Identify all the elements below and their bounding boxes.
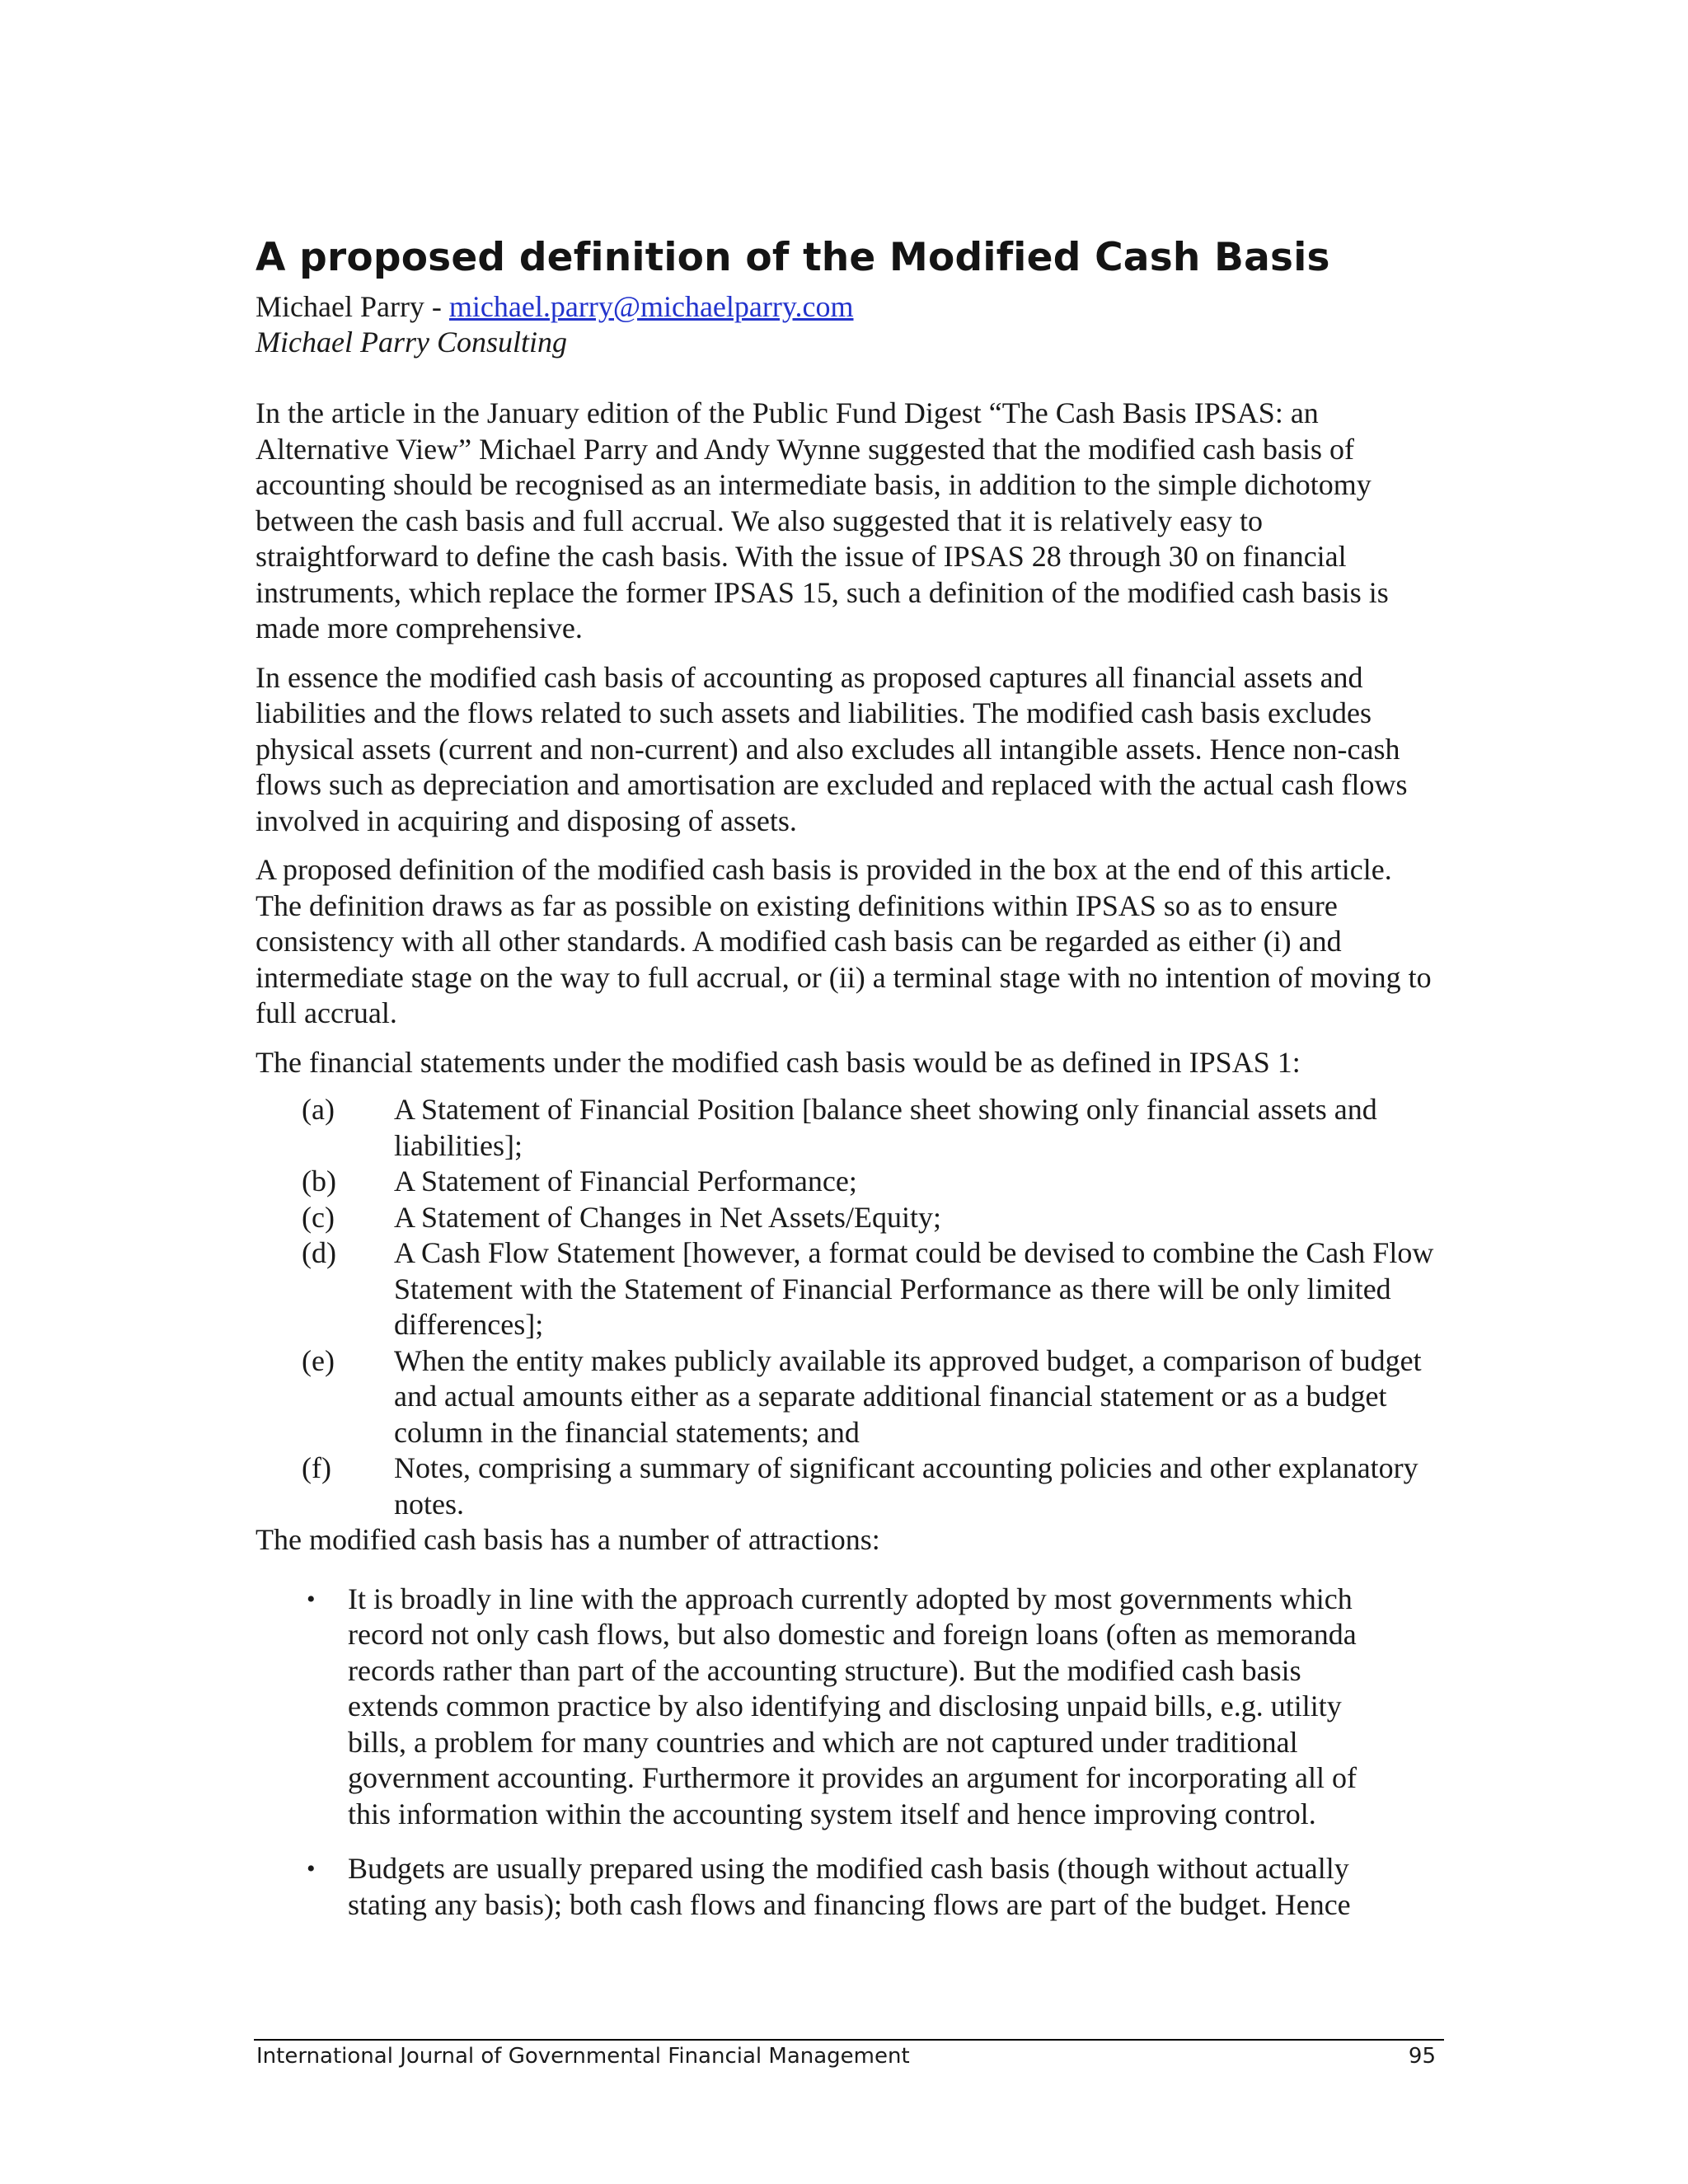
list-marker: (a) <box>302 1093 335 1126</box>
list-marker: (e) <box>302 1343 335 1377</box>
author-byline <box>256 289 1442 325</box>
list-item-text: Notes, comprising a summary of significant accounting policies and other explanatory notes. <box>394 1451 1418 1521</box>
author-name: Michael Parry - <box>256 290 449 323</box>
list-item <box>256 1343 1442 1451</box>
bullet-text: It is broadly in line with the approach currently adopted by most governments which record not only cash flows, but also domestic and foreign loans (often as memoranda records rather than part of the accounting structure). But the modified cash basis extends common practice by also identifying and disclosing unpaid bills, e.g. utility bills, a problem for many countries and which are not captured under traditional government accounting. Furthermore it provides an argument for incorporating all of this information within the accounting system itself and hence improving control. <box>348 1582 1357 1830</box>
list-item <box>256 1451 1442 1522</box>
list-item-text: When the entity makes publicly available its approved budget, a comparison of budget and actual amounts either as a separate additional financial statement or as a budget column in the financial statements; and <box>394 1343 1422 1449</box>
list-item <box>256 1200 1442 1236</box>
page-number: 95 <box>1408 2044 1436 2069</box>
bullet-text: Budgets are usually prepared using the modified cash basis (though without actually stating any basis); both cash flows and financing flows are part of the budget. Hence <box>348 1852 1351 1921</box>
list-item <box>256 1164 1442 1200</box>
attractions-intro: The modified cash basis has a number of attractions: <box>256 1523 880 1556</box>
article-body <box>256 233 1442 1942</box>
author-email-link[interactable]: michael.parry@michaelparry.com <box>448 290 854 323</box>
bullet-icon: • <box>307 1855 316 1882</box>
list-marker: (d) <box>302 1236 336 1269</box>
paragraph-2: In essence the modified cash basis of accounting as proposed captures all financial assets and liabilities and the flows related to such assets and liabilities. The modified cash basis excludes physical assets (current and non-current) and also excludes all intangible assets. Hence non-cash flows such as depreciation and amortisation are excluded and replaced with the actual cash flows involved in acquiring and disposing of assets. <box>256 660 1408 837</box>
article-title: A proposed definition of the Modified Cash Basis <box>256 235 1330 280</box>
author-organization: Michael Parry Consulting <box>256 326 567 359</box>
paragraph-1: In the article in the January edition of the Public Fund Digest “The Cash Basis IPSAS: an Alternative View” Michael Parry and Andy Wynne suggested that the modified cash basis of accounting should be recognised as an intermediate basis, in addition to the simple dichotomy between the cash basis and full accrual. We also suggested that it is relatively easy to straightforward to define the cash basis. With the issue of IPSAS 28 through 30 on financial instruments, which replace the former IPSAS 15, such a definition of the modified cash basis is made more comprehensive. <box>256 396 1389 644</box>
footer-journal-name: International Journal of Governmental Financial Management <box>256 2044 910 2069</box>
list-item-text: A Statement of Changes in Net Assets/Equity; <box>394 1200 941 1234</box>
list-marker: (c) <box>302 1200 335 1234</box>
list-item-text: A Statement of Financial Performance; <box>394 1165 857 1197</box>
list-item <box>256 1092 1442 1164</box>
list-marker: (b) <box>302 1165 336 1197</box>
paragraph-3: A proposed definition of the modified cash basis is provided in the box at the end of this article. The definition draws as far as possible on existing definitions within IPSAS so as to ensure consistency with all other standards. A modified cash basis can be regarded as either (i) and intermediate stage on the way to full accrual, or (ii) a terminal stage with no intention of moving to full accrual. <box>256 853 1432 1029</box>
financial-statements-list <box>256 1092 1442 1522</box>
bullet-icon: • <box>307 1585 316 1613</box>
bullet-item <box>256 1851 1442 1923</box>
list-item-text: A Cash Flow Statement [however, a format could be devised to combine the Cash Flow Statement with the Statement of Financial Performance as there will be only limited differences]; <box>394 1236 1434 1341</box>
paragraph-4: The financial statements under the modified cash basis would be as defined in IPSAS 1: <box>256 1045 1301 1079</box>
attractions-list <box>256 1582 1442 1924</box>
list-item <box>256 1235 1442 1343</box>
list-marker: (f) <box>302 1451 331 1484</box>
bullet-item <box>256 1582 1442 1833</box>
footer-divider <box>254 2039 1444 2041</box>
list-item-text: A Statement of Financial Position [balance sheet showing only financial assets and liabilities]; <box>394 1093 1377 1162</box>
